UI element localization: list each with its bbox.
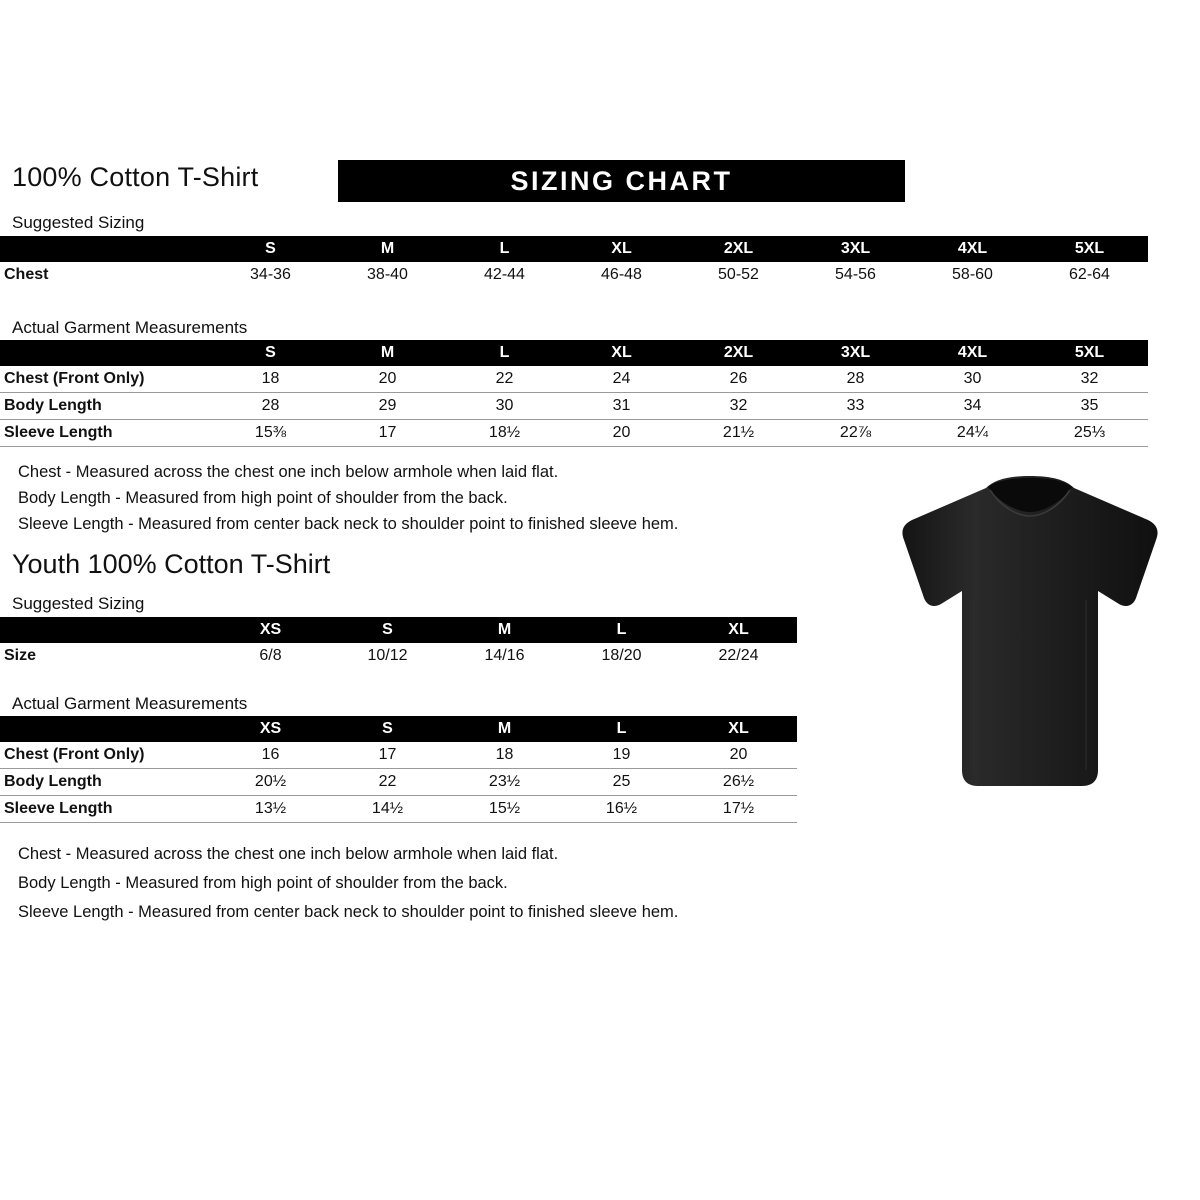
cell: 20: [563, 420, 680, 447]
table-header-row: [0, 716, 797, 742]
cell: 42-44: [484, 266, 525, 283]
cell: 32: [680, 393, 797, 420]
cell: 50-52: [718, 266, 759, 283]
adult-actual-measurements-label: Actual Garment Measurements: [12, 318, 248, 337]
cell: 54-56: [835, 266, 876, 283]
adult-note-chest: Chest - Measured across the chest one inch below armhole when laid flat.: [18, 463, 559, 481]
cell: 33: [797, 393, 914, 420]
row-label: Body Length: [0, 769, 212, 796]
header-cell: 2XL: [680, 340, 797, 366]
header-cell: XL: [563, 340, 680, 366]
header-cell: XS: [212, 617, 329, 643]
table-header-row: [0, 617, 797, 643]
cell: 17: [329, 742, 446, 769]
youth-suggested-sizing-table: [0, 617, 797, 669]
adult-note-sleeve-length: Sleeve Length - Measured from center back neck to shoulder point to finished sleeve hem.: [18, 515, 679, 533]
sizing-chart-banner: [338, 160, 905, 202]
cell: 20: [329, 366, 446, 393]
youth-note-sleeve-length: Sleeve Length - Measured from center back neck to shoulder point to finished sleeve hem.: [18, 903, 679, 921]
cell: 28: [797, 366, 914, 393]
adult-suggested-sizing-label: Suggested Sizing: [12, 213, 145, 232]
header-cell: M: [446, 617, 563, 643]
cell: 28: [212, 393, 329, 420]
cell: 38-40: [367, 266, 408, 283]
row-label: Chest (Front Only): [0, 742, 212, 769]
youth-note-body-length: Body Length - Measured from high point of shoulder from the back.: [18, 874, 508, 892]
header-cell: [0, 617, 212, 643]
cell: 13½: [212, 796, 329, 823]
cell: 18/20: [601, 647, 642, 664]
cell: 15⅜: [212, 420, 329, 447]
table-row: [0, 420, 1148, 447]
header-cell: L: [446, 340, 563, 366]
youth-section-title: Youth 100% Cotton T-Shirt: [12, 549, 331, 579]
cell: 26: [680, 366, 797, 393]
cell: 19: [563, 742, 680, 769]
header-cell: M: [329, 340, 446, 366]
cell: 22: [329, 769, 446, 796]
cell: 20: [680, 742, 797, 769]
cell: 30: [446, 393, 563, 420]
table-row: [0, 366, 1148, 393]
header-cell: 4XL: [914, 236, 1031, 262]
adult-section-title: 100% Cotton T-Shirt: [12, 162, 259, 192]
cell: 18: [446, 742, 563, 769]
row-label: Size: [4, 647, 37, 664]
header-cell: 3XL: [797, 236, 914, 262]
row-label: Body Length: [0, 393, 212, 420]
header-cell: M: [329, 236, 446, 262]
header-cell: 2XL: [680, 236, 797, 262]
table-row: [0, 769, 797, 796]
cell: 62-64: [1069, 266, 1110, 283]
cell: 14/16: [484, 647, 525, 664]
cell: 20½: [212, 769, 329, 796]
header-cell: 4XL: [914, 340, 1031, 366]
header-cell: S: [329, 716, 446, 742]
cell: 18: [212, 366, 329, 393]
cell: 32: [1031, 366, 1148, 393]
cell: 16½: [563, 796, 680, 823]
table-row: [0, 393, 1148, 420]
header-cell: M: [446, 716, 563, 742]
header-cell: XS: [212, 716, 329, 742]
adult-note-body-length: Body Length - Measured from high point of shoulder from the back.: [18, 489, 508, 507]
cell: 17½: [680, 796, 797, 823]
cell: 22/24: [718, 647, 759, 664]
cell: 21½: [680, 420, 797, 447]
cell: 30: [914, 366, 1031, 393]
cell: 17: [329, 420, 446, 447]
cell: 31: [563, 393, 680, 420]
product-image-tshirt: [890, 470, 1170, 810]
cell: 18½: [446, 420, 563, 447]
table-row: [0, 742, 797, 769]
header-cell: L: [563, 716, 680, 742]
cell: 58-60: [952, 266, 993, 283]
header-cell: [0, 340, 212, 366]
adult-suggested-sizing-table: [0, 236, 1148, 288]
table-header-row: [0, 236, 1148, 262]
cell: 16: [212, 742, 329, 769]
cell: 14½: [329, 796, 446, 823]
cell: 24: [563, 366, 680, 393]
adult-actual-measurements-table: [0, 340, 1148, 447]
row-label: Chest: [4, 266, 49, 283]
row-label: Chest (Front Only): [0, 366, 212, 393]
header-cell: [0, 716, 212, 742]
cell: 26½: [680, 769, 797, 796]
header-cell: 5XL: [1031, 340, 1148, 366]
cell: 35: [1031, 393, 1148, 420]
header-cell: L: [563, 617, 680, 643]
header-cell: S: [329, 617, 446, 643]
youth-suggested-sizing-label: Suggested Sizing: [12, 594, 145, 613]
cell: 46-48: [601, 266, 642, 283]
row-label: Sleeve Length: [0, 420, 212, 447]
tshirt-icon: [890, 470, 1170, 810]
header-cell: XL: [680, 716, 797, 742]
header-cell: [0, 236, 212, 262]
cell: 34: [914, 393, 1031, 420]
cell: 10/12: [367, 647, 408, 664]
cell: 29: [329, 393, 446, 420]
table-row: [0, 643, 797, 669]
header-cell: S: [212, 236, 329, 262]
cell: 23½: [446, 769, 563, 796]
cell: 25⅓: [1031, 420, 1148, 447]
sizing-chart-banner-label: SIZING CHART: [510, 166, 733, 196]
cell: 34-36: [250, 266, 291, 283]
cell: 22⅞: [797, 420, 914, 447]
youth-actual-measurements-label: Actual Garment Measurements: [12, 694, 248, 713]
cell: 15½: [446, 796, 563, 823]
youth-note-chest: Chest - Measured across the chest one inch below armhole when laid flat.: [18, 845, 559, 863]
header-cell: 3XL: [797, 340, 914, 366]
table-header-row: [0, 340, 1148, 366]
cell: 22: [446, 366, 563, 393]
row-label: Sleeve Length: [0, 796, 212, 823]
header-cell: S: [212, 340, 329, 366]
header-cell: 5XL: [1031, 236, 1148, 262]
table-row: [0, 796, 797, 823]
table-row: [0, 262, 1148, 288]
youth-actual-measurements-table: [0, 716, 797, 823]
cell: 24¼: [914, 420, 1031, 447]
header-cell: XL: [680, 617, 797, 643]
cell: 6/8: [259, 647, 282, 664]
header-cell: L: [446, 236, 563, 262]
header-cell: XL: [563, 236, 680, 262]
cell: 25: [563, 769, 680, 796]
